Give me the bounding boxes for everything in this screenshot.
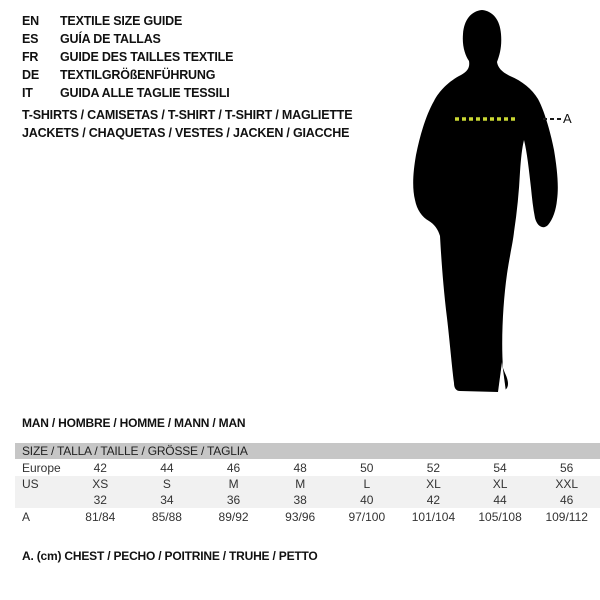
size-cell: 48 — [293, 461, 307, 475]
size-cell: 54 — [493, 461, 507, 475]
size-cell: XS — [92, 477, 109, 491]
language-code: FR — [22, 50, 39, 64]
size-cell: 38 — [293, 493, 307, 507]
size-cell: 81/84 — [85, 510, 116, 524]
row-label: US — [22, 477, 39, 491]
size-cell: 85/88 — [151, 510, 182, 524]
language-title: GUÍA DE TALLAS — [60, 32, 161, 46]
language-title: TEXTILGRÖßENFÜHRUNG — [60, 68, 216, 82]
size-cell: 40 — [360, 493, 374, 507]
language-code: ES — [22, 32, 39, 46]
language-title: TEXTILE SIZE GUIDE — [60, 14, 183, 28]
table-row-numeric — [15, 492, 600, 508]
man-silhouette-icon — [405, 2, 575, 402]
size-cell: XXL — [555, 477, 579, 491]
size-cell: 36 — [226, 493, 241, 507]
language-code: IT — [22, 86, 33, 100]
size-cell: 46 — [560, 493, 574, 507]
size-cell: 42 — [93, 461, 107, 475]
row-label — [15, 492, 67, 508]
size-cell: XL — [426, 477, 441, 491]
size-cell: 109/112 — [545, 510, 588, 524]
man-silhouette-figure — [405, 2, 575, 402]
size-cell: 89/92 — [218, 510, 249, 524]
size-table — [15, 443, 600, 526]
size-cell: 32 — [93, 493, 107, 507]
measure-label-a: A — [563, 111, 572, 126]
language-row — [22, 84, 233, 102]
size-cell: 52 — [426, 461, 441, 475]
language-title: GUIDE DES TAILLES TEXTILE — [60, 50, 234, 64]
table-row-europe — [15, 460, 600, 476]
language-row — [22, 12, 233, 30]
language-row — [22, 66, 233, 84]
row-label: A — [22, 510, 31, 524]
language-row — [22, 48, 233, 66]
category-jackets: JACKETS / CHAQUETAS / VESTES / JACKEN / GIACCHE — [22, 126, 350, 140]
size-cell: 44 — [493, 493, 507, 507]
section-title: MAN / HOMBRE / HOMME / MANN / MAN — [22, 416, 246, 430]
size-cell: 34 — [160, 493, 174, 507]
category-list — [22, 106, 352, 142]
size-cell: S — [162, 477, 171, 491]
size-cell: 44 — [160, 461, 174, 475]
measurement-footnote: A. (cm) CHEST / PECHO / POITRINE / TRUHE / PETTO — [22, 549, 318, 563]
size-cell: XL — [492, 477, 508, 491]
language-code: EN — [22, 14, 39, 28]
table-row-chest-cm — [15, 508, 600, 526]
category-tshirts: T-SHIRTS / CAMISETAS / T-SHIRT / T-SHIRT / MAGLIETTE — [22, 108, 353, 122]
size-cell: L — [363, 477, 371, 491]
table-row-us — [15, 476, 600, 492]
size-cell: M — [295, 477, 306, 491]
size-cell: 46 — [226, 461, 241, 475]
size-table-header: SIZE / TALLA / TAILLE / GRÖSSE / TAGLIA — [15, 443, 600, 459]
language-row — [22, 30, 233, 48]
language-code: DE — [22, 68, 39, 82]
size-cell: 105/108 — [478, 510, 522, 524]
size-cell: 42 — [426, 493, 441, 507]
language-title: GUIDA ALLE TAGLIE TESSILI — [60, 86, 230, 100]
size-cell: 50 — [360, 461, 374, 475]
size-cell: M — [228, 477, 239, 491]
size-cell: 97/100 — [348, 510, 386, 524]
language-list — [22, 12, 233, 102]
size-cell: 101/104 — [411, 510, 456, 524]
size-cell: 93/96 — [285, 510, 316, 524]
row-label: Europe — [22, 461, 61, 475]
size-cell: 56 — [560, 461, 574, 475]
